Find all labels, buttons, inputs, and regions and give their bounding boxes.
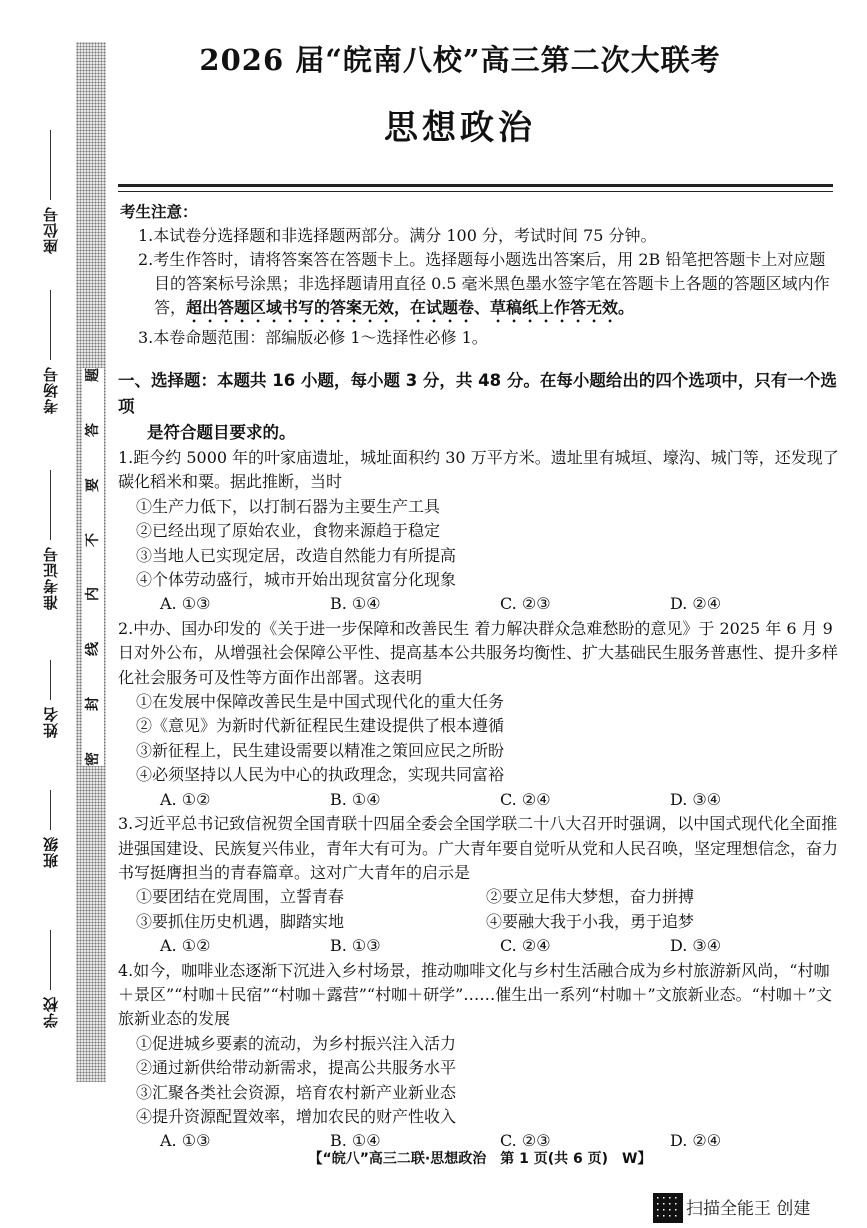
choice-c[interactable]: C. ②④ <box>500 936 551 956</box>
choice-b[interactable]: B. ①④ <box>330 1131 381 1151</box>
statement-option: ②要立足伟大梦想，奋力拼搏 <box>486 887 695 907</box>
notice-item-text: 考生作答时，请将答案答在答题卡上。选择题每小题选出答案后，用 2B 铅笔把答题卡上对应题目的答案标号涂黑；非选择题请用直径 0.5 毫米黑色墨水签字笔在答题卡上各题的答题区域内作答， <box>153 250 830 317</box>
statement-option: ①促进城乡要素的流动，为乡村振兴注入活力 <box>136 1033 457 1053</box>
answer-choices <box>118 934 840 958</box>
question-2 <box>118 617 840 812</box>
field-label: 座位号 <box>42 206 60 254</box>
admission-number-field[interactable] <box>40 470 61 616</box>
seal-char: 密 <box>85 751 101 766</box>
choice-a[interactable]: A. ①③ <box>160 1131 211 1151</box>
seat-number-field[interactable] <box>40 130 61 260</box>
header-rule <box>118 184 833 192</box>
notice-item-text: 本卷命题范围：部编版必修 1～选择性必修 1。 <box>153 328 488 347</box>
choice-d[interactable]: D. ②④ <box>670 1131 722 1151</box>
statement-option: ①生产力低下，以打制石器为主要生产工具 <box>136 496 441 516</box>
notice-item <box>120 326 840 350</box>
field-label: 班级 <box>42 836 60 868</box>
notice-item-number: 3. <box>138 328 154 347</box>
statement-option: ③要抓住历史机遇，脚踏实地 <box>136 911 345 931</box>
question-stem: 1.距今约 5000 年的叶家庙遗址，城址面积约 30 万平方米。遗址里有城垣、壕沟、城门等，还发现了碳化稻米和粟。据此推断，当时 <box>118 448 839 492</box>
field-blank <box>50 290 51 360</box>
seal-char: 线 <box>85 642 101 657</box>
section-heading-line: 一、选择题：本题共 16 小题，每小题 3 分，共 48 分。在每小题给出的四个选项中，只有一个选项 <box>118 371 837 416</box>
choice-b[interactable]: B. ①④ <box>330 594 381 614</box>
notice-item-emphasis: 超出答题区域书写的答案无效，在试题卷、草稿纸上作答无效。 <box>186 298 635 317</box>
question-stem: 2.中办、国办印发的《关于进一步保障和改善民生 着力解决群众急难愁盼的意见》于 2025 年 6 月 9 日对外公布，从增强社会保障公平性、提高基本公共服务均衡性、扩大基础民生服务普惠性、提升多样化社会服务可及性等方面作出部署。这表明 <box>118 618 839 687</box>
section-heading <box>118 368 840 446</box>
statement-option: ④必须坚持以人民为中心的执政理念，实现共同富裕 <box>136 765 505 785</box>
field-blank <box>50 660 51 700</box>
question-section <box>118 368 840 1154</box>
school-field[interactable] <box>40 930 61 1034</box>
page-footer: 【“皖八”高三二联·思想政治 第 1 页(共 6 页) W】 <box>308 1151 652 1167</box>
exam-title: 2026 届“皖南八校”高三第二次大联考 <box>199 43 721 77</box>
field-blank <box>50 130 51 200</box>
class-field[interactable] <box>40 790 61 874</box>
statement-options <box>118 885 840 934</box>
statement-option: ②已经出现了原始农业，食物来源趋于稳定 <box>136 521 441 541</box>
statement-option: ②《意见》为新时代新征程民生建设提供了根本遵循 <box>136 716 505 736</box>
candidate-notice <box>120 200 840 350</box>
field-label: 考场号 <box>42 366 60 414</box>
choice-d[interactable]: D. ③④ <box>670 936 722 956</box>
notice-item-number: 2. <box>138 250 154 269</box>
statement-option: ④提升资源配置效率，增加农民的财产性收入 <box>136 1106 457 1126</box>
choice-b[interactable]: B. ①③ <box>330 936 381 956</box>
seal-char: 题 <box>85 368 101 382</box>
question-3 <box>118 812 840 958</box>
choice-d[interactable]: D. ②④ <box>670 594 722 614</box>
answer-choices <box>118 788 840 812</box>
seal-char: 内 <box>85 587 101 602</box>
choice-d[interactable]: D. ③④ <box>670 789 722 809</box>
qr-code-icon <box>653 1193 683 1223</box>
statement-option: ①在发展中保障改善民生是中国式现代化的重大任务 <box>136 692 505 712</box>
statement-option: ③汇聚各类社会资源，培育农村新产业新业态 <box>136 1082 457 1102</box>
subject-title: 思想政治 <box>384 108 536 148</box>
scanner-watermark: 扫描全能王 创建 <box>686 1199 811 1219</box>
choice-c[interactable]: C. ②③ <box>500 594 551 614</box>
choice-c[interactable]: C. ②③ <box>500 1131 551 1151</box>
seal-line-text <box>82 368 104 766</box>
notice-item <box>120 248 840 326</box>
statement-option: ③当地人已实现定居，改造自然能力有所提高 <box>136 545 457 565</box>
notice-item-number: 1. <box>138 226 154 245</box>
notice-item <box>120 224 840 248</box>
field-blank <box>50 930 51 990</box>
question-stem: 4.如今，咖啡业态逐渐下沉进入乡村场景，推动咖啡文化与乡村生活融合成为乡村旅游新风尚，“村咖＋景区”“村咖＋民宿”“村咖＋露营”“村咖＋研学”……催生出一系列“村咖＋”文旅新业态。“村咖＋”文旅新业态的发展 <box>118 960 832 1029</box>
choice-a[interactable]: A. ①② <box>160 936 211 956</box>
question-4 <box>118 959 840 1154</box>
exam-room-field[interactable] <box>40 290 61 420</box>
statement-option: ①要团结在党周围，立誓青春 <box>136 887 345 907</box>
section-heading-line: 是符合题目要求的。 <box>147 423 296 442</box>
choice-c[interactable]: C. ②④ <box>500 789 551 809</box>
field-label: 准考证号 <box>42 546 60 610</box>
question-stem: 3.习近平总书记致信祝贺全国青联十四届全委会全国学联二十八大召开时强调，以中国式现代化全面推进强国建设、民族复兴伟业，青年大有可为。广大青年要自觉听从党和人民召唤，坚定理想信念，奋力书写挺膺担当的青春篇章。这对广大青年的启示是 <box>118 814 839 882</box>
seal-char: 答 <box>85 422 101 437</box>
notice-heading: 考生注意： <box>120 203 198 221</box>
statement-option: ②通过新供给带动新需求，提高公共服务水平 <box>136 1058 457 1078</box>
field-blank <box>50 470 51 540</box>
statement-option: ③新征程上，民生建设需要以精准之策回应民之所盼 <box>136 740 505 760</box>
seal-char: 封 <box>85 697 101 712</box>
field-blank <box>50 790 51 830</box>
statement-option: ④要融大我于小我，勇于追梦 <box>486 911 695 931</box>
choice-b[interactable]: B. ①④ <box>330 789 381 809</box>
answer-choices <box>118 592 840 616</box>
seal-char: 要 <box>85 477 101 492</box>
field-label: 学校 <box>42 996 60 1028</box>
field-label: 姓名 <box>42 706 60 738</box>
choice-a[interactable]: A. ①② <box>160 789 211 809</box>
name-field[interactable] <box>40 660 61 744</box>
statement-option: ④个体劳动盛行，城市开始出现贫富分化现象 <box>136 570 457 590</box>
notice-item-text: 本试卷分选择题和非选择题两部分。满分 100 分，考试时间 75 分钟。 <box>153 226 657 245</box>
question-1 <box>118 446 840 617</box>
choice-a[interactable]: A. ①③ <box>160 594 211 614</box>
seal-char: 不 <box>85 532 101 547</box>
